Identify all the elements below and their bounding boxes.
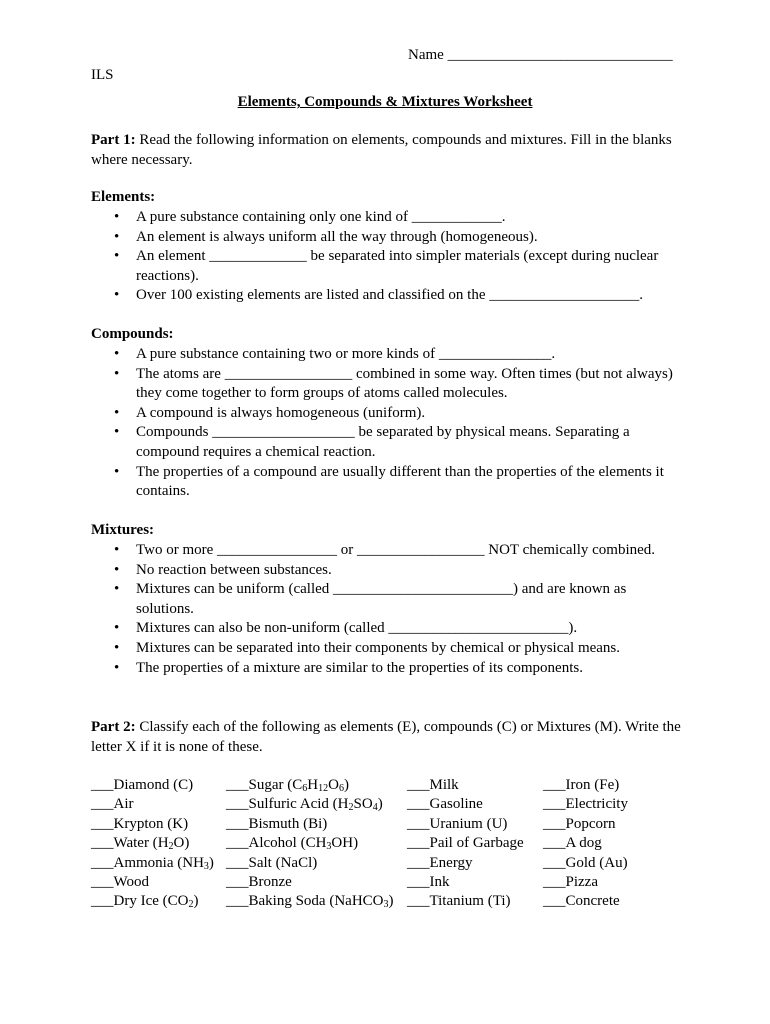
compounds-list bbox=[91, 345, 681, 502]
list-item: • Two or more ________________ or _________________ NOT chemically combined. bbox=[91, 541, 681, 561]
classify-item: ___Krypton (K) bbox=[91, 815, 189, 832]
classify-item: ___Pail of Garbage bbox=[407, 835, 524, 852]
classify-item: ___Baking Soda (NaHCO$_3$) bbox=[226, 893, 394, 911]
list-item: • Over 100 existing elements are listed and classified on the ____________________. bbox=[91, 286, 681, 306]
classify-item: ___Diamond (C) bbox=[91, 777, 194, 793]
classify-item: ___Iron (Fe) bbox=[543, 777, 620, 793]
classify-item: ___Titanium (Ti) bbox=[407, 893, 511, 910]
list-item: • A compound is always homogeneous (uniform). bbox=[91, 404, 681, 424]
classify-item: ___Water $(H_2O)$ bbox=[91, 835, 190, 853]
elements-list bbox=[91, 208, 681, 306]
list-item: • An element _____________ be separated into simpler materials (except during nuclear reactions). bbox=[91, 247, 681, 286]
classify-item: ___Salt (NaCl) bbox=[226, 854, 318, 871]
list-item: • The properties of a mixture are similar to the properties of its components. bbox=[91, 659, 681, 679]
part1-label: Part 1: bbox=[91, 132, 136, 148]
classify-item: ___Dry Ice $(CO_2)$ bbox=[91, 893, 199, 911]
mixtures-list bbox=[91, 541, 681, 678]
classify-item: ___Gold (Au) bbox=[543, 854, 628, 871]
classify-item: ___Energy bbox=[407, 854, 473, 871]
classify-item: ___Milk bbox=[407, 777, 459, 793]
classify-column-3 bbox=[407, 776, 524, 912]
classify-item: ___Wood bbox=[91, 873, 149, 890]
list-item: • A pure substance containing two or more kinds of _______________. bbox=[91, 345, 681, 365]
classify-item: ___Uranium (U) bbox=[407, 815, 508, 832]
worksheet-title: Elements, Compounds & Mixtures Worksheet bbox=[237, 94, 533, 110]
list-item: • Mixtures can be uniform (called ________________________) and are known as solutions. bbox=[91, 580, 681, 619]
classify-item: ___Gasoline bbox=[407, 796, 483, 813]
list-item: • The atoms are _________________ combined in some way. Often times (but not always) they come together to form groups of atoms called molecules. bbox=[91, 365, 681, 404]
list-item: • No reaction between substances. bbox=[91, 561, 681, 581]
name-line: Name ______________________________ bbox=[408, 47, 673, 63]
classify-column-4 bbox=[543, 776, 628, 912]
elements-heading: Elements: bbox=[91, 189, 156, 205]
classify-item: ___Sugar $(C_6H_{12}O_6)$ bbox=[226, 777, 349, 794]
classify-item: ___Sulfuric Acid $(H_2SO_4)$ bbox=[226, 796, 383, 814]
classify-item: ___Air bbox=[91, 796, 134, 813]
part1-text: Read the following information on elements, compounds and mixtures. Fill in the blanks where necessary. bbox=[91, 132, 672, 168]
classify-item: ___Concrete bbox=[543, 893, 620, 910]
classify-column-1 bbox=[91, 776, 214, 912]
list-item: • Compounds ___________________ be separated by physical means. Separating a compound requires a chemical reaction. bbox=[91, 423, 681, 462]
classify-item: ___Electricity bbox=[543, 796, 628, 813]
classify-item: ___Pizza bbox=[543, 873, 598, 890]
part2-text: Classify each of the following as elements (E), compounds (C) or Mixtures (M). Write the letter X if it is none of these. bbox=[91, 719, 681, 755]
mixtures-heading: Mixtures: bbox=[91, 522, 155, 538]
classify-item: ___Bronze bbox=[226, 873, 292, 890]
course-label: ILS bbox=[91, 67, 114, 83]
classify-item: ___Alcohol $(CH_3OH)$ bbox=[226, 835, 359, 853]
classify-item: ___Ink bbox=[407, 873, 450, 890]
list-item: • An element is always uniform all the way through (homogeneous). bbox=[91, 228, 681, 248]
classify-item: ___Bismuth (Bi) bbox=[226, 815, 328, 832]
compounds-heading: Compounds: bbox=[91, 326, 174, 342]
part1-instructions bbox=[91, 131, 681, 170]
part2-label: Part 2: bbox=[91, 719, 136, 735]
classify-column-2 bbox=[226, 776, 394, 912]
classify-item: ___A dog bbox=[543, 835, 602, 852]
list-item: • Mixtures can be separated into their components by chemical or physical means. bbox=[91, 639, 681, 659]
classify-item: ___Popcorn bbox=[543, 815, 616, 832]
list-item: • The properties of a compound are usually different than the properties of the elements it contains. bbox=[91, 463, 681, 502]
list-item: • A pure substance containing only one kind of ____________. bbox=[91, 208, 681, 228]
classify-item: ___Ammonia $(NH_3)$ bbox=[91, 854, 214, 872]
part2-instructions bbox=[91, 718, 681, 757]
list-item: • Mixtures can also be non-uniform (called ________________________). bbox=[91, 619, 681, 639]
